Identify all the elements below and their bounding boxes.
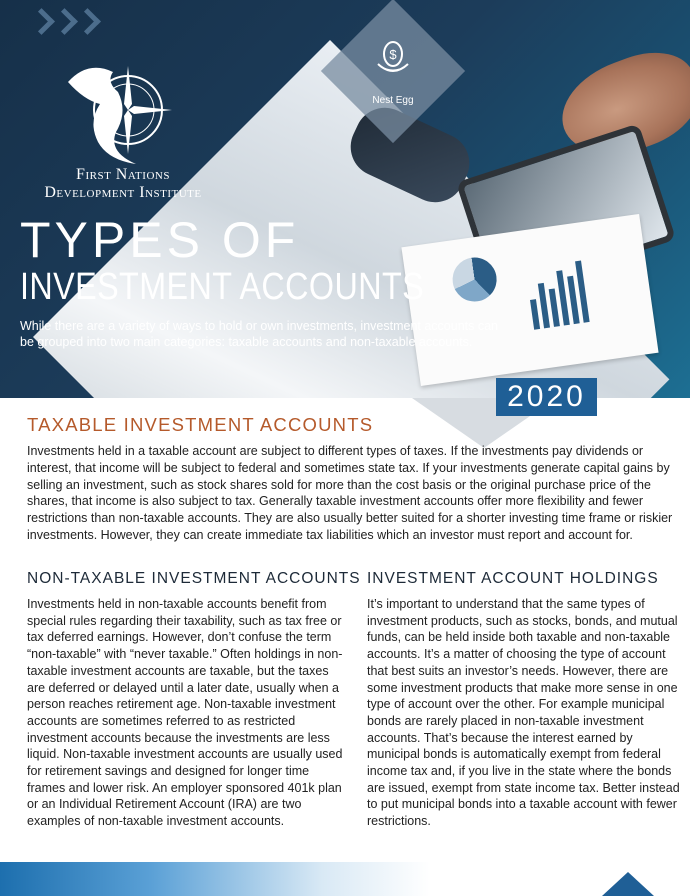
photo-pie-chart [450, 255, 500, 305]
svg-text:$: $ [389, 47, 397, 62]
nest-egg-badge-content [353, 38, 433, 106]
first-nations-logo [58, 52, 178, 172]
intro-text: While there are a variety of ways to hold or own investments, investment accounts can be grouped into two main categories: taxable accounts and non-taxable accounts. [20, 319, 499, 349]
taxable-body: Investments held in a taxable account are subject to different types of taxes. If the investments pay dividends or interest, that income will be subject to federal and sometimes state tax. If your investments generate capital gains by selling an investment, such as stock shares sold for more than the cost basis or the original purchase price of the shares, that income is also subject to tax. Generally taxable investment accounts offer more flexibility and fewer restrictions than non-taxable accounts. They are also usually better suited for a shorter investing time frame or riskier investments. However, they can create immediate tax liabilities which an investor must report and account for. [27, 444, 673, 542]
org-name [33, 166, 213, 202]
header-banner [0, 0, 690, 398]
non-taxable-body: Investments held in non-taxable accounts benefit from special rules regarding their taxability, such as tax free or tax deferred earnings. However, don’t confuse the term “non-taxable” with “never taxable.” Often holdings in non-taxable investment accounts are taxable, but the taxes are deferred or delayed until a later date, usually when a person reaches retirement age. Non-taxable investment accounts are sometimes referred to as restricted investment accounts because the investments are less liquid. Non-taxable investment accounts are usually used for retirement savings and designed for longer time frames and lower risk. An employer sponsored 401k plan or an Individual Retirement Account (IRA) are two examples of non-taxable investment accounts. [27, 597, 343, 829]
nest-egg-label: Nest Egg [372, 95, 414, 106]
page-title-line2: INVESTMENT ACCOUNTS [20, 266, 425, 308]
holdings-body: It’s important to understand that the same types of investment products, such as stocks, bonds, and mutual funds, can be held inside both taxable and non-taxable accounts. It’s a matter of choosing the type of account that best suits an investor’s needs. However, there are some investment products that make more sense in one type of account over the other. For example municipal bonds are rarely placed in non-taxable investment accounts. That’s because the interest earned by municipal bonds is automatically exempt from federal income tax and, if you live in the state where the bonds are issued, exempt from state income tax. Better instead to put municipal bonds into a taxable account with fewer restrictions. [367, 597, 680, 829]
org-name-line1: First Nations [76, 166, 170, 183]
footer-triangle [602, 872, 654, 896]
taxable-heading: TAXABLE INVESTMENT ACCOUNTS [27, 414, 374, 435]
photo-bar [549, 288, 560, 326]
non-taxable-heading: NON-TAXABLE INVESTMENT ACCOUNTS [27, 570, 361, 587]
photo-bar [530, 299, 540, 330]
chevron-decoration [32, 8, 97, 31]
nest-egg-icon [373, 38, 413, 78]
org-name-line2: Development Institute [44, 184, 202, 201]
holdings-heading: INVESTMENT ACCOUNT HOLDINGS [367, 570, 659, 587]
page-title-line1: TYPES OF [20, 212, 300, 268]
year-badge: 2020 [496, 378, 597, 416]
chevron-right-icon [74, 8, 101, 35]
footer-gradient-bar [0, 862, 430, 896]
